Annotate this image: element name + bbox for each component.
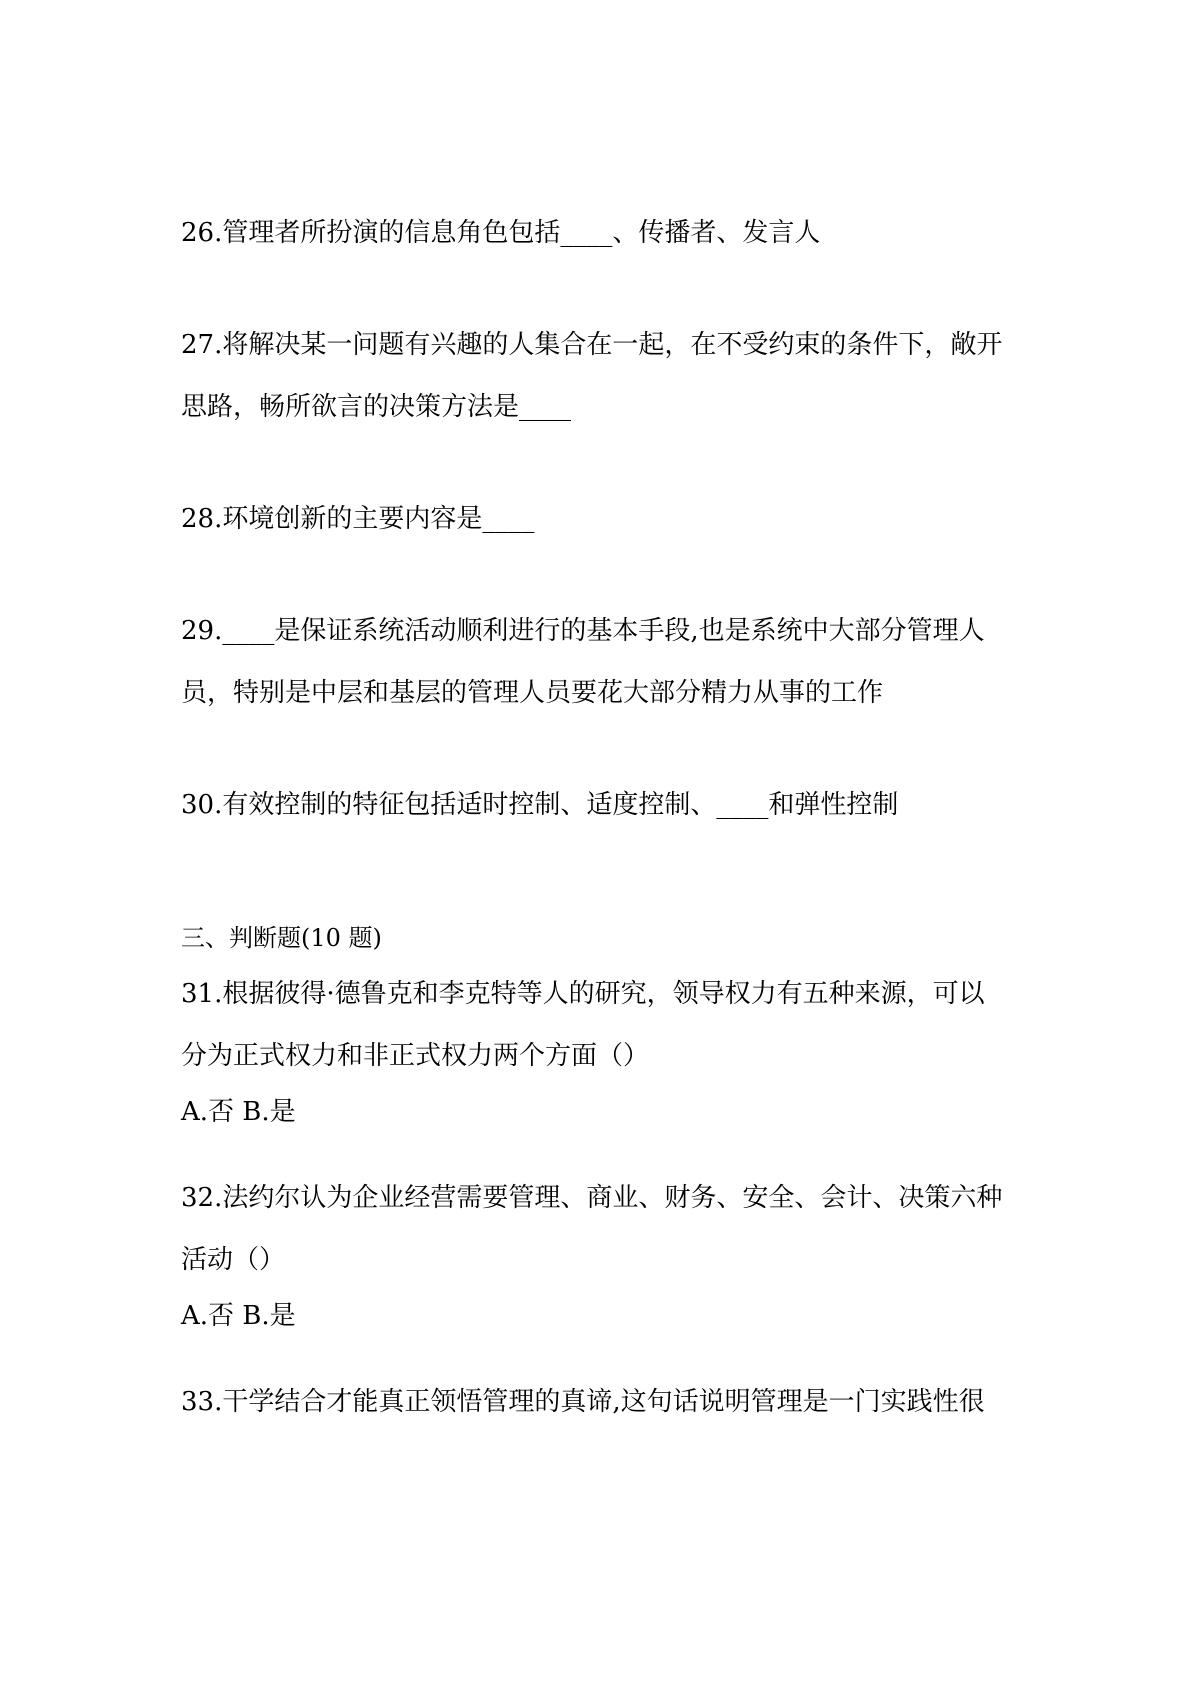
question-31-options: A.否 B.是	[181, 1097, 296, 1127]
question-31-line-2: 分为正式权力和非正式权力两个方面（）	[181, 1041, 650, 1071]
question-31-line-1: 31.根据彼得·德鲁克和李克特等人的研究，领导权力有五种来源，可以	[181, 979, 985, 1009]
question-32-line-1: 32.法约尔认为企业经营需要管理、商业、财务、安全、会计、决策六种	[181, 1183, 1003, 1213]
question-27-line-2: 思路，畅所欲言的决策方法是____	[181, 392, 572, 422]
question-30-line-1: 30.有效控制的特征包括适时控制、适度控制、____和弹性控制	[181, 790, 899, 820]
question-28-line-1: 28.环境创新的主要内容是____	[181, 504, 535, 534]
section-title: 三、判断题(10 题)	[181, 924, 382, 952]
question-33-line-1: 33.干学结合才能真正领悟管理的真谛,这句话说明管理是一门实践性很	[181, 1387, 985, 1417]
question-32-options: A.否 B.是	[181, 1301, 296, 1331]
question-27-line-1: 27.将解决某一问题有兴趣的人集合在一起，在不受约束的条件下，敞开	[181, 330, 1003, 360]
question-29-line-2: 员，特别是中层和基层的管理人员要花大部分精力从事的工作	[181, 678, 884, 708]
question-29-line-1: 29.____是保证系统活动顺利进行的基本手段,也是系统中大部分管理人	[181, 616, 985, 646]
question-32-line-2: 活动（）	[181, 1245, 286, 1275]
question-26-line-1: 26.管理者所扮演的信息角色包括____、传播者、发言人	[181, 218, 821, 248]
